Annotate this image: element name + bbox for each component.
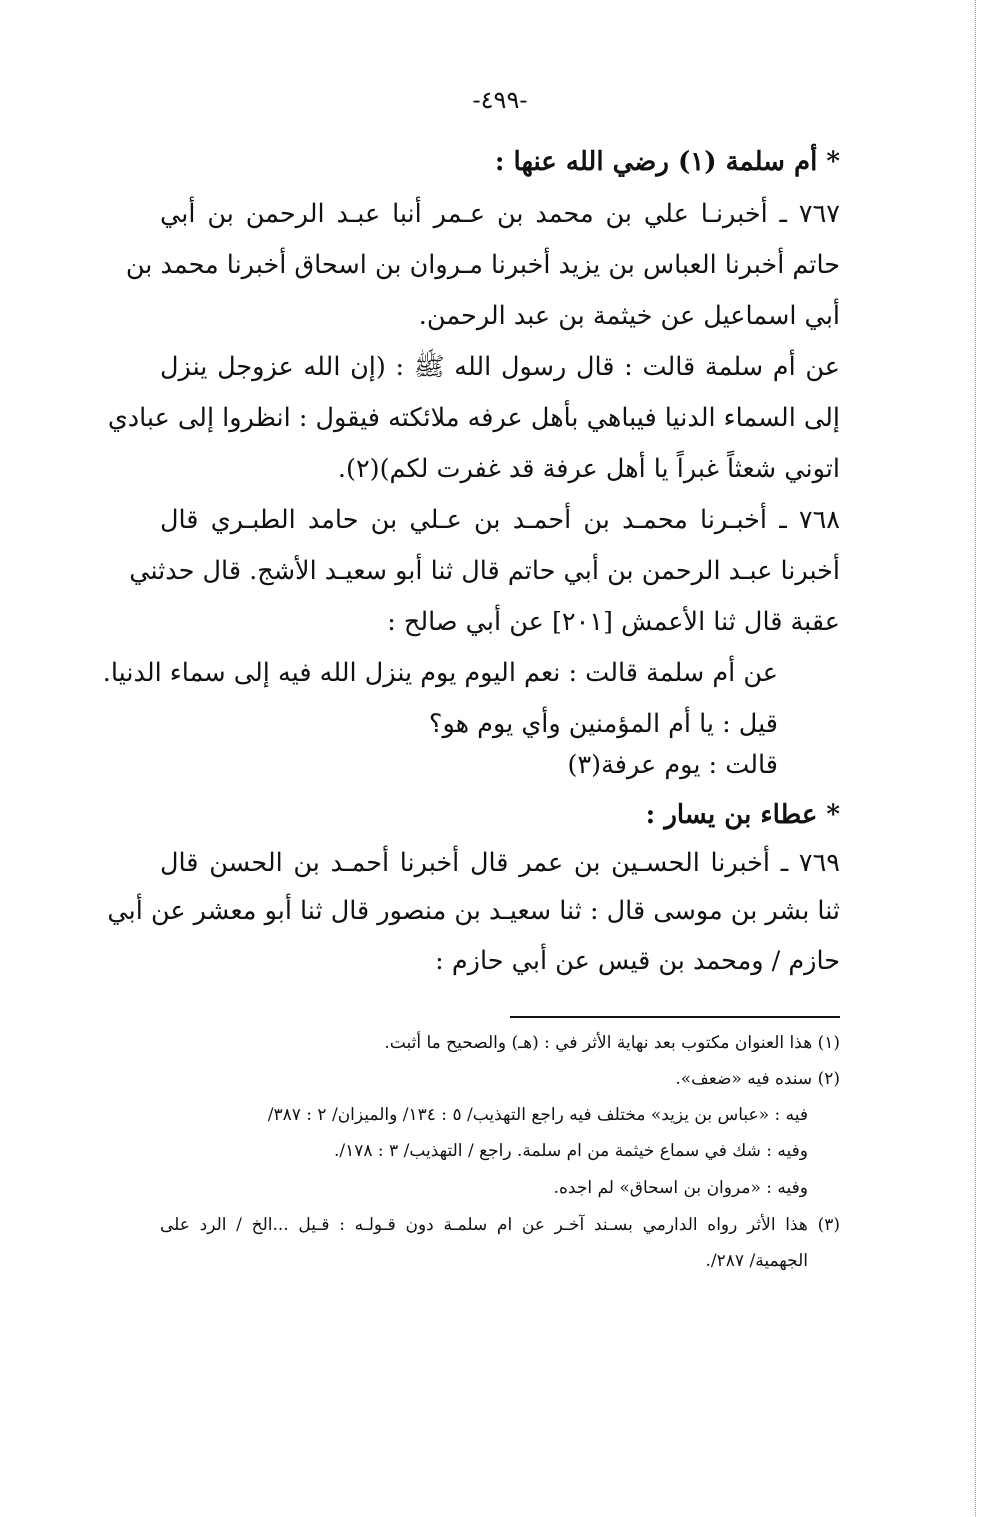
- body-line: عن أم سلمة قالت : قال رسول الله ﷺ : (إن الله عزوجل ينزل: [160, 352, 840, 382]
- section-heading-ata: * عطاء بن يسار :: [645, 800, 840, 830]
- footnote: فيه : «عباس بن يزيد» مختلف فيه راجع التهذيب/ ٥ : ١٣٤/ والميزان/ ٢ : ٣٨٧/: [267, 1105, 808, 1125]
- body-line: قيل : يا أم المؤمنين وأي يوم هو؟: [428, 709, 778, 739]
- body-line: عن أم سلمة قالت : نعم اليوم يوم ينزل الله فيه إلى سماء الدنيا.: [102, 658, 778, 688]
- body-line: إلى السماء الدنيا فيباهي بأهل عرفه ملائكته فيقول : انظروا إلى عبادي: [107, 403, 840, 433]
- footnote: (٣) هذا الأثر رواه الدارمي بسـند آخـر عن ام سلمـة دون قـولـه : قـيل ...الخ / الرد على: [160, 1215, 840, 1235]
- body-line: قالت : يوم عرفة(٣): [567, 750, 778, 780]
- body-line: حاتم أخبرنا العباس بن يزيد أخبرنا مـروان بن اسحاق أخبرنا محمد بن: [125, 250, 840, 280]
- body-line: أبي اسماعيل عن خيثمة بن عبد الرحمن.: [418, 301, 840, 331]
- footnote: (٢) سنده فيه «ضعف».: [675, 1069, 840, 1089]
- body-line: ٧٦٩ ـ أخبرنا الحسـين بن عمر قال أخبرنا أحمـد بن الحسن قال: [160, 848, 840, 878]
- body-line: ٧٦٧ ـ أخبرنـا علي بن محمد بن عـمر أنبا عبـد الرحمن بن أبي: [160, 199, 840, 229]
- body-line: ٧٦٨ ـ أخبـرنا محمـد بن أحمـد بن عـلي بن حامد الطبـري قال: [160, 505, 840, 535]
- footnote: (١) هذا العنوان مكتوب بعد نهاية الأثر في : (هـ) والصحيح ما أثبت.: [384, 1033, 840, 1053]
- body-line: ثنا بشر بن موسى قال : ثنا سعيـد بن منصور قال ثنا أبو معشر عن أبي: [107, 896, 840, 926]
- footnote: وفيه : «مروان بن اسحاق» لم اجده.: [553, 1178, 808, 1198]
- footnote-separator: [510, 1016, 840, 1018]
- footnote: الجهمية/ ٢٨٧/.: [705, 1251, 808, 1271]
- body-line: عقبة قال ثنا الأعمش [٢٠١] عن أبي صالح :: [387, 607, 840, 637]
- page-edge-line: [975, 0, 976, 1517]
- body-line: اتوني شعثاً غبراً يا أهل عرفة قد غفرت لكم)(٢).: [337, 454, 840, 484]
- book-page: [102, 0, 840, 1517]
- body-line: حازم / ومحمد بن قيس عن أبي حازم :: [435, 946, 840, 976]
- body-line: أخبرنا عبـد الرحمن بن أبي حاتم قال ثنا أبو سعيـد الأشج. قال حدثني: [129, 556, 840, 586]
- footnote: وفيه : شك في سماع خيثمة من ام سلمة. راجع / التهذيب/ ٣ : ١٧٨/.: [333, 1141, 808, 1161]
- page-number: -٤٩٩-: [472, 86, 528, 114]
- section-heading-umm-salama: * أم سلمة (١) رضي الله عنها :: [494, 147, 840, 177]
